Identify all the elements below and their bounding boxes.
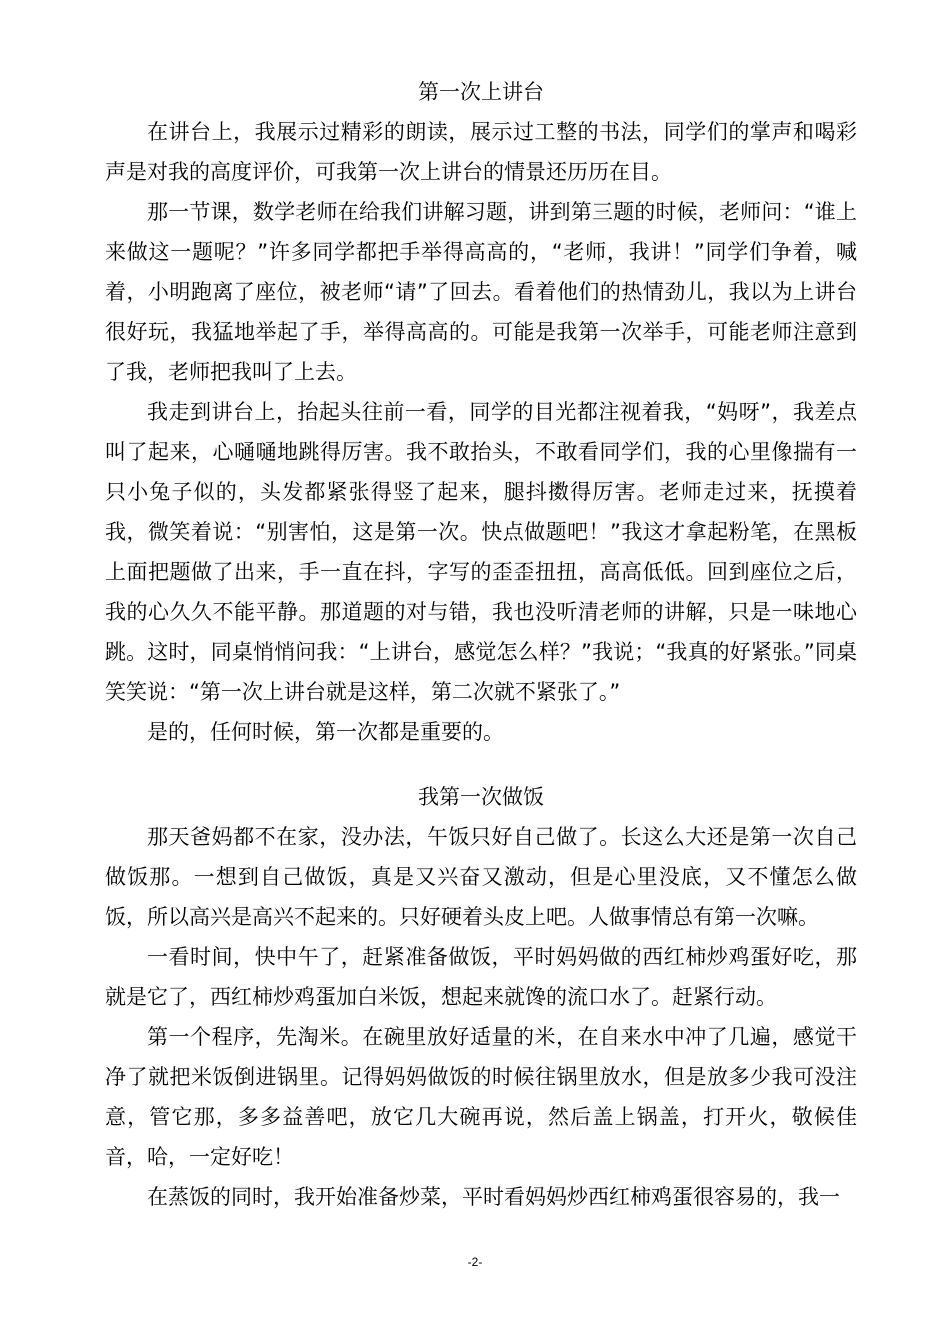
paragraph: 那一节课，数学老师在给我们讲解习题，讲到第三题的时候，老师问：“谁上来做这一题呢？”许多同学都把手举得高高的，“老师，我讲！”同学们争着，喊着，小明跑离了座位，被老师“请”了回去。看着他们的热情劲儿，我以为上讲台很好玩，我猛地举起了手，举得高高的。可能是我第一次举手，可能老师注意到了我，老师把我叫了上去。 [105,200,857,384]
paragraph: 在讲台上，我展示过精彩的朗读，展示过工整的书法，同学们的掌声和喝彩声是对我的高度评价，可我第一次上讲台的情景还历历在目。 [105,120,857,184]
section-title: 第一次上讲台 [418,80,544,104]
section-title: 我第一次做饭 [418,785,544,809]
section-spacer [105,752,857,777]
paragraph: 在蒸饭的同时，我开始准备炒菜，平时看妈妈炒西红柿鸡蛋很容易的，我一 [147,1185,840,1209]
paragraph: 第一个程序，先淘米。在碗里放好适量的米，在自来水中冲了几遍，感觉干净了就把米饭倒进锅里。记得妈妈做饭的时候往锅里放水，但是放多少我可没注意，管它那，多多益善吧，放它几大碗再说，然后盖上锅盖，打开火，敬候佳音，哈，一定好吃！ [105,1025,857,1169]
paragraph: 那天爸妈都不在家，没办法，午饭只好自己做了。长这么大还是第一次自己做饭那。一想到自己做饭，真是又兴奋又激动，但是心里没底，又不懂怎么做饭，所以高兴是高兴不起来的。只好硬着头皮上吧。人做事情总有第一次嘛。 [105,825,857,929]
page-number: -2- [467,1255,483,1269]
paragraph: 我走到讲台上，抬起头往前一看，同学的目光都注视着我，“妈呀”，我差点叫了起来，心嗵嗵地跳得厉害。我不敢抬头，不敢看同学们，我的心里像揣有一只小兔子似的，头发都紧张得竖了起来，腿抖擞得厉害。老师走过来，抚摸着我，微笑着说：“别害怕，这是第一次。快点做题吧！”我这才拿起粉笔，在黑板上面把题做了出来，手一直在抖，字写的歪歪扭扭，高高低低。回到座位之后，我的心久久不能平静。那道题的对与错，我也没听清老师的讲解，只是一味地心跳。这时，同桌悄悄问我：“上讲台，感觉怎么样？”我说；“我真的好紧张。”同桌笑笑说：“第一次上讲台就是这样，第二次就不紧张了。” [105,400,857,704]
document-page [105,72,857,1217]
paragraph: 是的，任何时候，第一次都是重要的。 [147,720,504,744]
paragraph: 一看时间，快中午了，赶紧准备做饭，平时妈妈做的西红柿炒鸡蛋好吃，那就是它了，西红柿炒鸡蛋加白米饭，想起来就馋的流口水了。赶紧行动。 [105,945,857,1009]
